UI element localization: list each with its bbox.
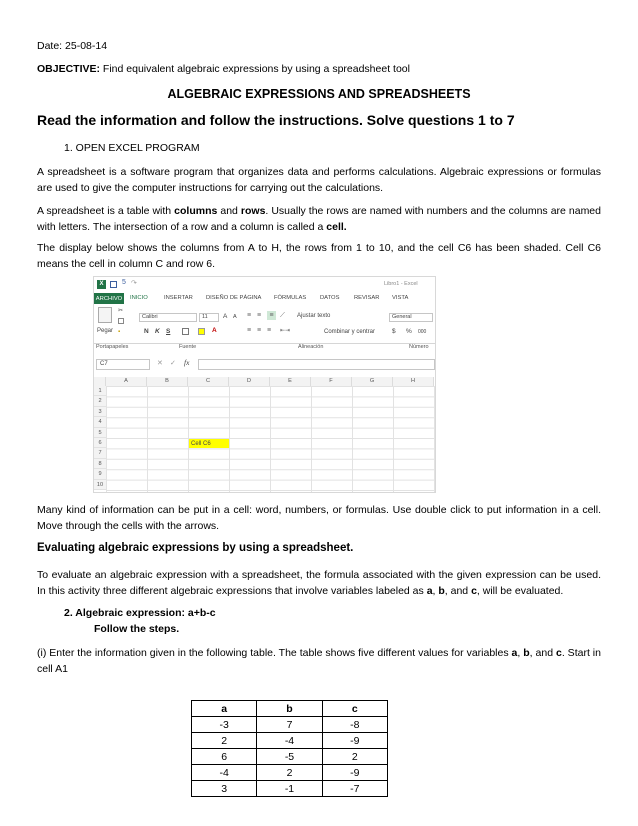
text: and: [217, 205, 241, 217]
paragraph-enter-info: [37, 645, 601, 677]
table-cell: 2: [257, 765, 322, 781]
table-cell: -4: [192, 765, 257, 781]
tab-diseno[interactable]: DISEÑO DE PÁGINA: [206, 295, 262, 301]
indent-icon[interactable]: ⇤⇥: [280, 328, 291, 334]
paragraph-display-description: The display below shows the columns from A to H, the rows from 1 to 10, and the cell C6 has been shaded. Cell C6 means the cell in column C and row 6.: [37, 242, 601, 270]
step-2-heading: 2. Algebraic expression: a+b-c: [64, 607, 216, 619]
table-row: [192, 733, 388, 749]
objective-line: [37, 61, 601, 77]
table-header-row: [192, 701, 388, 717]
table-row: [192, 765, 388, 781]
values-table: [191, 700, 388, 797]
cell-c6-shaded[interactable]: Cell C6: [189, 439, 229, 448]
excel-logo-icon: X: [97, 280, 106, 289]
header-b: b: [257, 701, 322, 717]
underline-button[interactable]: S: [166, 328, 171, 335]
ribbon-group-labels: [94, 343, 436, 353]
table-row: [192, 749, 388, 765]
document-title: ALGEBRAIC EXPRESSIONS AND SPREADSHEETS: [167, 87, 471, 101]
undo-icon[interactable]: 5: [122, 279, 126, 286]
group-font: Fuente: [179, 344, 197, 350]
table-cell: 7: [257, 717, 322, 733]
align-middle-icon[interactable]: ≡: [257, 312, 262, 319]
grow-font-button[interactable]: A: [223, 313, 228, 320]
bold-term-cell: cell.: [326, 221, 347, 233]
table-cell: -9: [322, 733, 387, 749]
merge-center-button[interactable]: Combinar y centrar: [324, 329, 376, 335]
font-name-select[interactable]: Calibri: [139, 313, 197, 322]
step-2-sub: Follow the steps.: [94, 623, 180, 635]
table-cell: 3: [192, 781, 257, 797]
redo-icon[interactable]: ↷: [131, 280, 137, 287]
orientation-icon[interactable]: ⟋: [280, 312, 285, 319]
var-b: b: [438, 585, 445, 597]
shrink-font-button[interactable]: A: [233, 314, 237, 320]
font-color-button[interactable]: A: [212, 327, 217, 334]
tab-vista[interactable]: VISTA: [392, 295, 409, 301]
percent-button[interactable]: %: [406, 328, 412, 335]
step-1: 1. OPEN EXCEL PROGRAM: [64, 142, 200, 154]
header-c: c: [322, 701, 387, 717]
row-header-1[interactable]: 1: [94, 386, 106, 396]
bold-term-rows: rows: [240, 205, 266, 217]
excel-screenshot: [93, 276, 436, 493]
formula-bar: [94, 357, 436, 372]
wrap-text-button[interactable]: Ajustar texto: [297, 313, 331, 319]
number-format-select[interactable]: General: [389, 313, 433, 322]
font-size-select[interactable]: 11: [199, 313, 219, 322]
row-header-7[interactable]: 7: [94, 448, 106, 458]
table-cell: -4: [257, 733, 322, 749]
text: . Start in cell A1: [37, 647, 601, 675]
tab-inicio[interactable]: INICIO: [130, 295, 148, 301]
row-header-6[interactable]: 6: [94, 438, 106, 448]
thousands-button[interactable]: 000: [418, 329, 427, 335]
format-painter-icon[interactable]: ▪: [118, 329, 121, 335]
section-heading: Evaluating algebraic expressions by using a spreadsheet.: [37, 542, 354, 554]
var-b: b: [523, 647, 530, 659]
table-row: [192, 781, 388, 797]
table-row: [192, 717, 388, 733]
column-header-d[interactable]: D: [229, 377, 270, 386]
var-c: c: [471, 585, 477, 597]
window-title: Libro1 - Excel: [384, 281, 418, 287]
enter-icon[interactable]: ✓: [170, 360, 176, 367]
text: A spreadsheet is a table with: [37, 205, 175, 217]
row-header-9[interactable]: 9: [94, 469, 106, 479]
column-header-h[interactable]: H: [393, 377, 434, 386]
text: ,: [432, 585, 439, 597]
tab-archivo[interactable]: ARCHIVO: [94, 293, 124, 304]
row-header-8[interactable]: 8: [94, 459, 106, 469]
align-bottom-icon[interactable]: ≡: [267, 311, 276, 320]
paragraph-spreadsheet-definition: A spreadsheet is a software program that organizes data and performs calculations. Algebraic expressions or formulas are used to give the computer instructions for carrying out the calculations.: [37, 166, 601, 194]
var-c: c: [555, 647, 562, 659]
copy-icon[interactable]: [118, 318, 124, 324]
table-cell: -7: [322, 781, 387, 797]
text: (i) Enter the information given in the following table. The table shows five different values for variables: [37, 647, 512, 659]
date-line: Date: 25-08-14: [37, 40, 108, 52]
save-icon[interactable]: [110, 281, 117, 288]
tab-formulas[interactable]: FÓRMULAS: [274, 295, 307, 301]
align-top-icon[interactable]: ≡: [247, 312, 252, 319]
column-header-b[interactable]: B: [147, 377, 188, 386]
table-cell: -3: [192, 717, 257, 733]
tab-datos[interactable]: DATOS: [320, 295, 340, 301]
paragraph-table-definition: [37, 203, 601, 235]
table-cell: 2: [322, 749, 387, 765]
row-header-3[interactable]: 3: [94, 407, 106, 417]
cut-icon[interactable]: ✂: [118, 308, 124, 314]
worksheet-grid[interactable]: [94, 377, 436, 493]
paste-label[interactable]: Pegar: [97, 328, 114, 334]
tab-revisar[interactable]: REVISAR: [354, 295, 380, 301]
table-cell: 6: [192, 749, 257, 765]
var-a: a: [511, 647, 518, 659]
group-clipboard: Portapapeles: [96, 344, 129, 350]
cancel-icon[interactable]: ✕: [157, 360, 163, 367]
insert-function-icon[interactable]: fx: [184, 358, 190, 367]
currency-button[interactable]: $: [392, 328, 396, 335]
table-cell: -5: [257, 749, 322, 765]
text: , will be evaluated.: [476, 585, 564, 597]
paragraph-evaluate: [37, 567, 601, 599]
column-header-e[interactable]: E: [270, 377, 311, 386]
table-cell: 2: [192, 733, 257, 749]
formula-input[interactable]: [198, 359, 435, 370]
instructions-heading: Read the information and follow the instructions. Solve questions 1 to 7: [37, 112, 515, 128]
table-cell: -1: [257, 781, 322, 797]
table-cell: -9: [322, 765, 387, 781]
quick-access-toolbar: [94, 277, 436, 293]
row-header-10[interactable]: 10: [94, 480, 106, 490]
header-a: a: [192, 701, 257, 717]
row-header-2[interactable]: 2: [94, 396, 106, 406]
italic-button[interactable]: K: [155, 328, 160, 335]
gridlines: [94, 377, 436, 493]
text: . Usually the rows are named with numbers and the columns are named with letters. The intersection of a row and a column is called a: [37, 205, 601, 233]
text: To evaluate an algebraic expression with a spreadsheet, the formula associated with the given expression can be used. In this activity three different algebraic expressions that involve variables labeled as: [37, 569, 601, 597]
text: , and: [444, 585, 472, 597]
var-a: a: [426, 585, 433, 597]
name-box[interactable]: C7: [96, 359, 150, 370]
fill-color-icon[interactable]: [198, 328, 205, 335]
table-cell: -8: [322, 717, 387, 733]
paste-icon[interactable]: [98, 307, 112, 323]
align-right-icon[interactable]: ≡: [267, 327, 272, 334]
align-left-icon[interactable]: ≡: [247, 327, 252, 334]
text: ,: [517, 647, 524, 659]
column-header-c[interactable]: C: [188, 377, 229, 386]
objective-label: OBJECTIVE:: [37, 63, 101, 75]
objective-text: Find equivalent algebraic expressions by using a spreadsheet tool: [100, 63, 410, 75]
align-center-icon[interactable]: ≡: [257, 327, 262, 334]
row-header-4[interactable]: 4: [94, 417, 106, 427]
ribbon: [94, 304, 436, 344]
bold-button[interactable]: N: [144, 328, 149, 335]
column-header-g[interactable]: G: [352, 377, 393, 386]
column-header-f[interactable]: F: [311, 377, 352, 386]
column-header-a[interactable]: A: [106, 377, 147, 386]
bold-term-columns: columns: [174, 205, 218, 217]
row-header-5[interactable]: 5: [94, 428, 106, 438]
tab-insertar[interactable]: INSERTAR: [164, 295, 193, 301]
text: , and: [529, 647, 556, 659]
group-number: Número: [409, 344, 429, 350]
borders-icon[interactable]: [182, 328, 189, 335]
group-alignment: Alineación: [298, 344, 324, 350]
ribbon-tabs: [94, 293, 436, 304]
paragraph-cell-info: Many kind of information can be put in a cell: word, numbers, or formulas. Use double click to put information in a cell. Move through the cells with the arrows.: [37, 504, 601, 532]
